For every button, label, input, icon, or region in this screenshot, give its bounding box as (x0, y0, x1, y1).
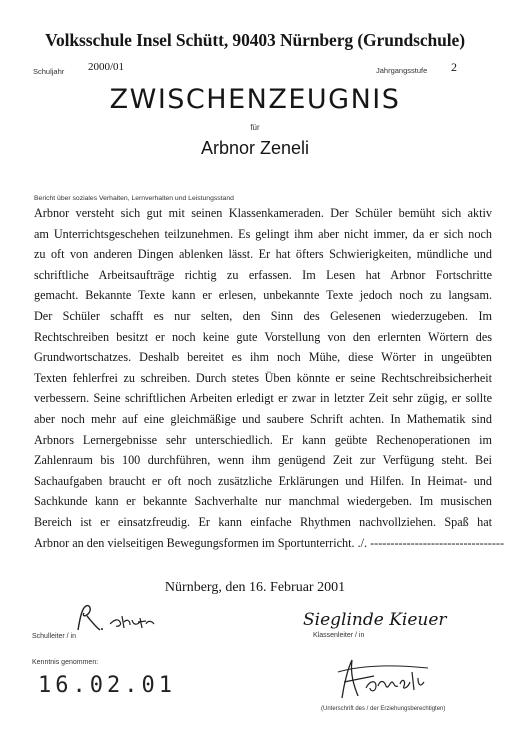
class-teacher-signature: Sieglinde Kieuer (303, 610, 447, 630)
report-line: aber noch mehr auf eine gleichmäßige und saubere Schrift achten. In Mathematik sind (34, 411, 492, 426)
report-line: Rechtschreiben besitzt er noch keine gute Vorstellung von den erlernten Wörtern des (34, 329, 492, 344)
report-line: gemacht. Bekannte Texte kann er erlesen, unbekannte Texte jedoch noch zu langsam. (34, 288, 492, 303)
head-teacher-signature (70, 600, 160, 635)
report-line: Grundwortschatzes. Deshalb bereitet es ihm noch Mühe, diese Wörter in ungeübten (34, 350, 492, 365)
school-year-value: 2000/01 (88, 61, 125, 73)
class-teacher-label: Klassenleiter / in (313, 632, 365, 639)
place-and-date: Nürnberg, den 16. Februar 2001 (164, 580, 346, 595)
report-line: Bereich ist er einsatzfreudig. Er kann einfache Rhythmen nachvollziehen. Spaß hat (34, 514, 492, 529)
head-teacher-label: Schulleiter / in (32, 633, 76, 640)
report-text (34, 203, 505, 553)
parent-signature (328, 652, 448, 704)
report-line: Arbnor versteht sich gut mit seinen Klassenkameraden. Der Schüler bemüht sich aktiv (34, 206, 492, 220)
school-header: Volksschule Insel Schütt, 90403 Nürnberg (Grundschule) (45, 30, 465, 50)
acknowledged-date: 16.02.01 (38, 673, 176, 698)
report-line: Der Schüler schafft es nur selten, den Sinn des Gelesenen wiederzugeben. Im (34, 308, 492, 323)
report-line: schriftliche Arbeitsaufträge richtig zu erfassen. Im Lesen hat Arbnor Fortschritte (34, 267, 492, 282)
report-line: Arbnor an den vielseitigen Bewegungsformen im Sportunterricht. ./. --------------------------------- (34, 535, 505, 550)
parent-signature-label: (Unterschrift des / der Erziehungsberechtigten) (321, 706, 446, 712)
report-line: Sachaufgaben braucht er oft noch zusätzliche Erklärungen und Hilfen. In Heimat- und (34, 473, 492, 488)
report-line: zu oft von anderen Dingen ablenken lässt. Er hat öfters Schwierigkeiten, mündliche und (34, 247, 492, 262)
report-line: Texten fehlerfrei zu schreiben. Durch stetes Üben könnte er seine Rechtschreibsicherheit (34, 370, 492, 385)
acknowledged-label: Kenntnis genommen: (32, 659, 99, 666)
school-year-label: Schuljahr (33, 67, 65, 76)
for-label: für (250, 123, 260, 132)
report-line: Zahlenraum bis 100 durchführen, wenn ihm genügend Zeit zur Verfügung steht. Bei (34, 453, 492, 468)
grade-level-label: Jahrgangsstufe (376, 66, 428, 75)
grade-level-value: 2 (451, 60, 457, 74)
report-line: am Unterrichtsgeschehen teilzunehmen. Es gelingt ihm aber nicht immer, da er sich noch (34, 226, 492, 241)
report-line: verbessern. Seine schriftlichen Arbeiten erledigt er zwar in letzter Zeit sehr zügig, er sollte (34, 391, 492, 406)
document-title: ZWISCHENZEUGNIS (109, 84, 401, 115)
report-section-label: Bericht über soziales Verhalten, Lernverhalten und Leistungsstand (34, 195, 234, 202)
student-name: Arbnor Zeneli (200, 138, 310, 158)
report-line: Arbnors Lernergebnisse sehr unterschiedlich. Er kann geübte Rechenoperationen im (34, 432, 492, 447)
report-line: Sachkunde kann er bekannte Sachverhalte nur manchmal wiedergeben. Im musischen (34, 494, 492, 509)
